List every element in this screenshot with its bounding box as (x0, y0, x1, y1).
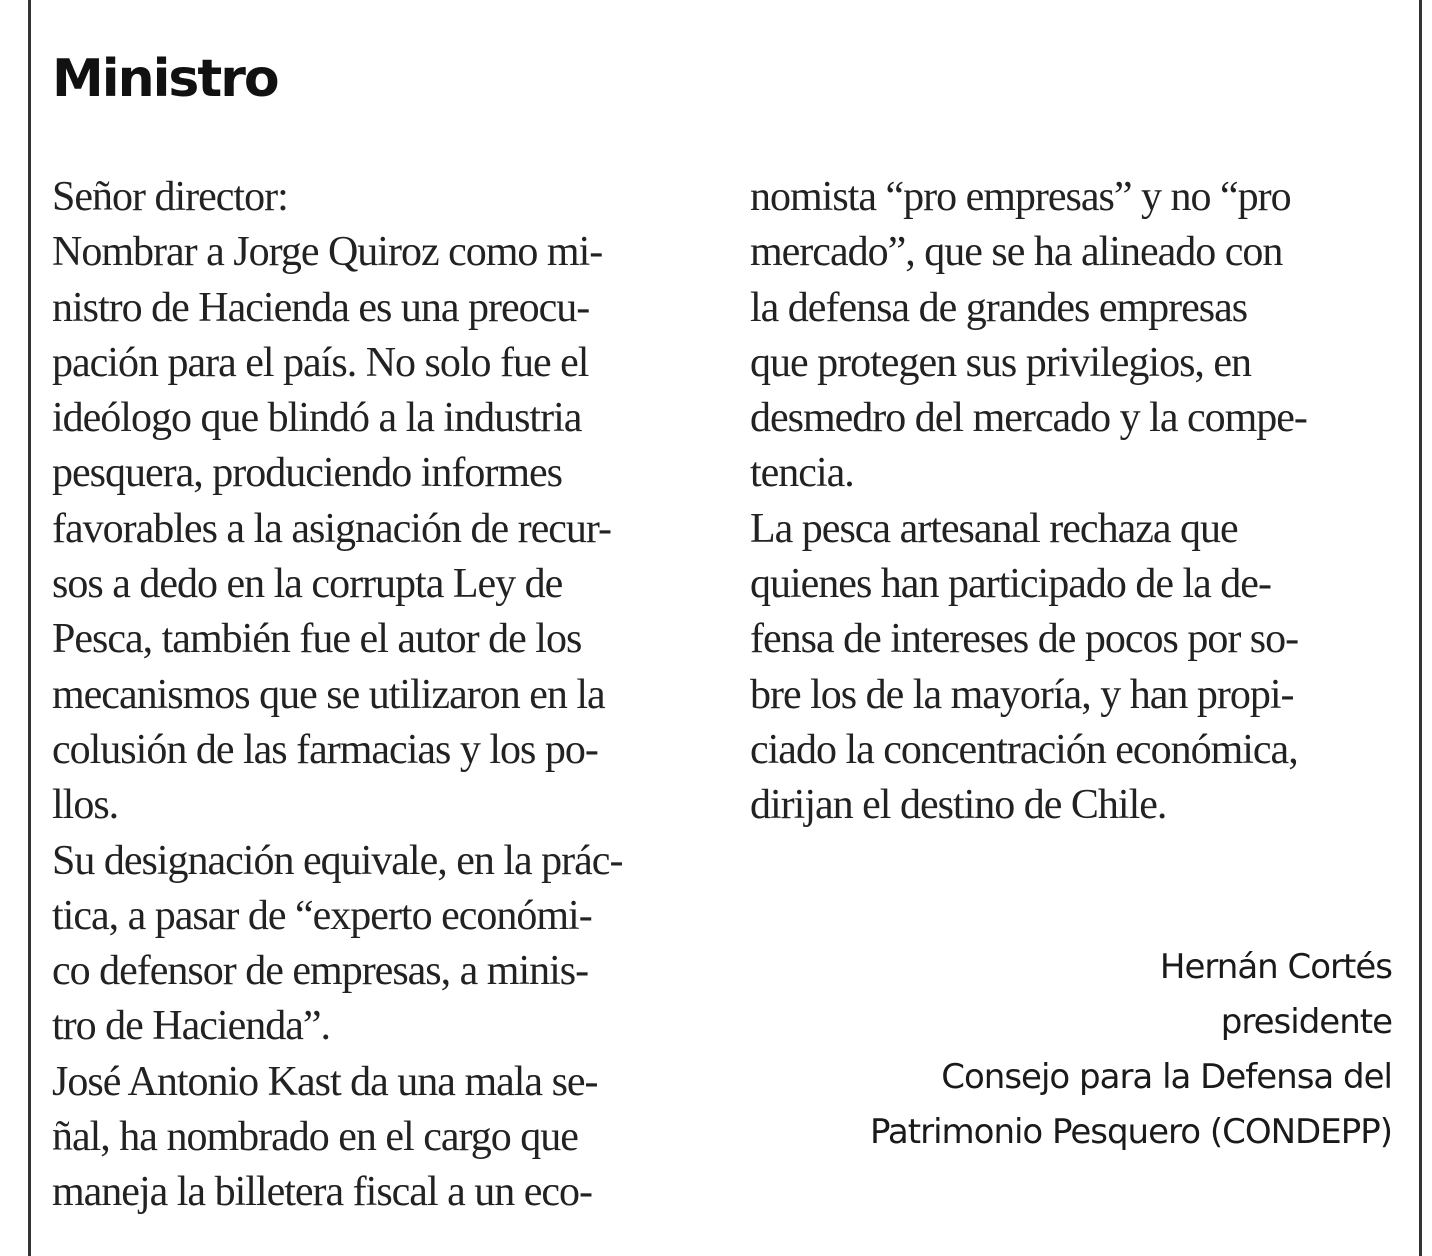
letter-body-left-column (52, 170, 712, 1221)
body-line: pación para el país. No solo fue el (52, 339, 589, 386)
body-line: fensa de intereses de pocos por so- (750, 616, 1299, 663)
letter-headline: Ministro (52, 49, 278, 109)
letter-body-right-column (750, 170, 1410, 834)
body-line: tica, a pasar de “experto económi- (52, 892, 592, 939)
signature-name: Hernán Cortés (1159, 947, 1392, 987)
body-line: mecanismos que se utilizaron en la (52, 671, 605, 718)
body-line: maneja la billetera fiscal a un eco- (52, 1169, 593, 1216)
body-line: sos a dedo en la corrupta Ley de (52, 561, 563, 608)
body-line: mercado”, que se ha alineado con (750, 229, 1283, 276)
body-line: desmedro del mercado y la compe- (750, 395, 1307, 442)
body-line: co defensor de empresas, a minis- (52, 948, 589, 995)
body-line: favorables a la asignación de recur- (52, 505, 612, 552)
body-line: dirijan el destino de Chile. (750, 782, 1167, 829)
signature-organization: Consejo para la Defensa del (941, 1057, 1392, 1097)
body-line: colusión de las farmacias y los po- (52, 726, 598, 773)
body-line: la defensa de grandes empresas (750, 284, 1248, 331)
body-line: La pesca artesanal rechaza que (750, 505, 1238, 552)
body-line: Nombrar a Jorge Quiroz como mi- (52, 229, 603, 276)
body-line: nistro de Hacienda es una preocu- (52, 284, 590, 331)
signature-organization: Patrimonio Pesquero (CONDEPP) (869, 1112, 1392, 1152)
body-line: Su designación equivale, en la prác- (52, 837, 623, 884)
body-line: pesquera, produciendo informes (52, 450, 562, 497)
body-line: Pesca, también fue el autor de los (52, 616, 582, 663)
body-line: que protegen sus privilegios, en (750, 339, 1252, 386)
body-line: ideólogo que blindó a la industria (52, 395, 582, 442)
body-line: tencia. (750, 450, 854, 497)
body-line: llos. (52, 782, 119, 829)
body-line: tro de Hacienda”. (52, 1003, 331, 1050)
signature-role: presidente (1220, 1002, 1392, 1042)
body-line: José Antonio Kast da una mala se- (52, 1058, 598, 1105)
letter-signature (870, 940, 1392, 1160)
body-line: bre los de la mayoría, y han propi- (750, 671, 1294, 718)
body-line: ñal, ha nombrado en el cargo que (52, 1114, 578, 1161)
body-line: quienes han participado de la de- (750, 561, 1271, 608)
body-line: nomista “pro empresas” y no “pro (750, 174, 1291, 220)
body-line: Señor director: (52, 174, 288, 220)
body-line: ciado la concentración económica, (750, 726, 1298, 773)
